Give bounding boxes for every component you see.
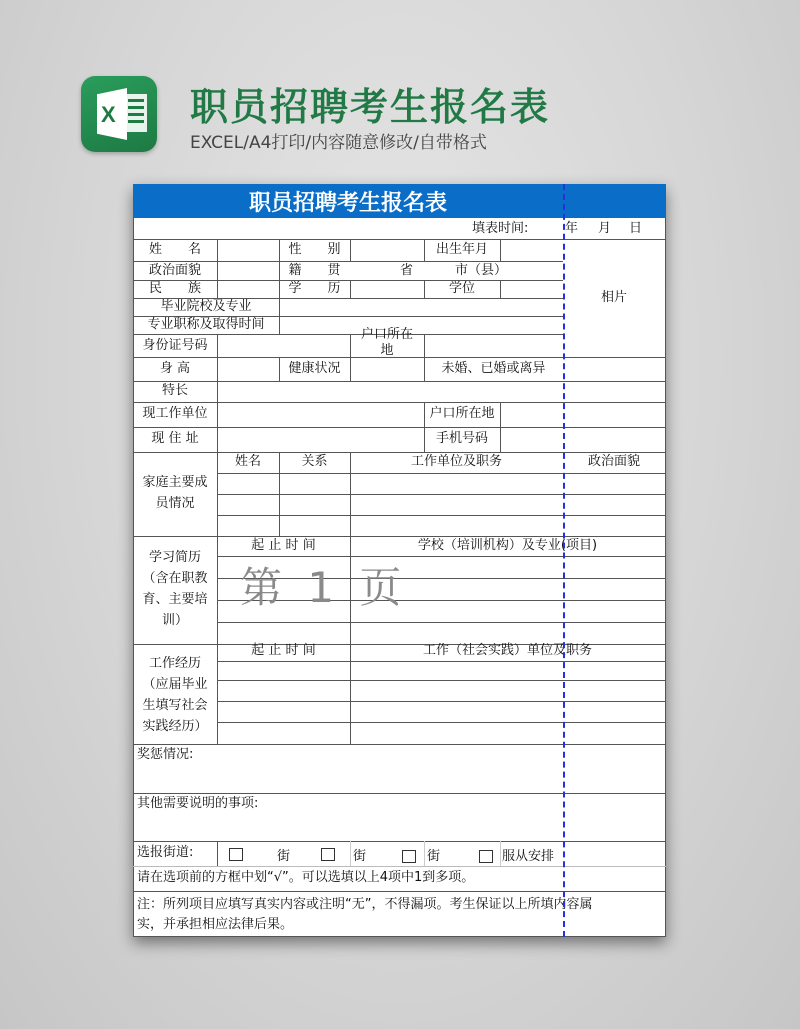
family-row-1[interactable] — [218, 474, 665, 494]
street-option-4-label: 服从安排 — [502, 849, 555, 864]
health-field[interactable] — [351, 358, 424, 381]
family-col-name: 姓名 — [234, 454, 261, 469]
label-title-time: 专业职称及取得时间 — [147, 317, 265, 332]
other-field[interactable] — [134, 814, 665, 841]
rewards-label: 奖惩情况: — [137, 747, 194, 762]
label-political: 政治面貌 — [148, 263, 201, 278]
page-subtitle: EXCEL/A4打印/内容随意修改/自带格式 — [190, 133, 487, 153]
date-month-unit: 月 — [598, 221, 612, 236]
label-birth: 出生年月 — [435, 242, 488, 257]
study-section-label-1: 学习简历 — [148, 550, 201, 565]
family-col-work: 工作单位及职务 — [410, 454, 502, 469]
name-field[interactable] — [218, 240, 279, 261]
work-unit-field[interactable] — [218, 403, 424, 427]
work-row-2[interactable] — [218, 681, 665, 701]
family-section-label-1: 家庭主要成 — [142, 475, 208, 490]
mobile-field[interactable] — [501, 428, 563, 452]
ethnicity-field[interactable] — [218, 281, 279, 298]
work-col-period: 起 止 时 间 — [251, 643, 316, 658]
label-id-number: 身份证号码 — [142, 338, 208, 353]
date-day-unit: 日 — [629, 221, 643, 236]
street-option-4-checkbox[interactable] — [479, 850, 493, 863]
street-label: 选报街道: — [137, 845, 194, 860]
note-line-1: 注：所列项目应填写真实内容或注明“无”，不得漏项。考生保证以上所填内容属 — [137, 897, 593, 912]
street-option-2-label: 街 — [353, 849, 367, 864]
page-break-line — [563, 184, 565, 937]
instruction-text: 请在选项前的方框中划“√”。可以选填以上4项中1到多项。 — [137, 870, 475, 885]
study-section-label-3: 育、主要培 — [142, 592, 208, 607]
street-option-1-checkbox[interactable] — [229, 848, 243, 861]
address-field[interactable] — [218, 428, 424, 452]
study-col-period: 起 止 时 间 — [251, 538, 316, 553]
degree-field[interactable] — [501, 281, 563, 298]
rewards-field[interactable] — [134, 765, 665, 793]
date-year-unit: 年 — [565, 221, 579, 236]
hukou-field-1[interactable] — [425, 335, 563, 357]
fill-time-label: 填表时间: — [472, 221, 529, 236]
hukou-field-2[interactable] — [501, 403, 563, 427]
street-option-1-label: 街 — [277, 849, 291, 864]
work-row-1[interactable] — [218, 662, 665, 680]
label-degree: 学位 — [448, 281, 475, 296]
birth-field[interactable] — [501, 240, 563, 261]
work-section-label-3: 生填写社会 — [142, 698, 208, 713]
street-option-3-label: 街 — [427, 849, 441, 864]
gender-field[interactable] — [351, 240, 424, 261]
excel-icon: X — [81, 76, 157, 152]
height-field[interactable] — [218, 358, 279, 381]
family-col-political: 政治面貌 — [587, 454, 640, 469]
photo-label: 相片 — [600, 290, 627, 305]
work-row-3[interactable] — [218, 702, 665, 722]
id-number-field[interactable] — [218, 335, 350, 357]
study-section-label-2: （含在职教 — [142, 571, 208, 586]
family-section-label-2: 员情况 — [155, 496, 195, 511]
family-row-2[interactable] — [218, 495, 665, 515]
photo-field[interactable] — [565, 240, 665, 357]
label-native: 籍 贯 — [288, 263, 341, 278]
work-section-label-4: 实践经历） — [142, 719, 208, 734]
city-label: 市（县） — [455, 263, 508, 278]
label-address: 现 住 址 — [151, 431, 199, 446]
form-title: 职员招聘考生报名表 — [248, 191, 447, 216]
label-hukou: 户口所在地 — [429, 406, 495, 421]
page-number-watermark: 第 1 页 — [240, 563, 408, 612]
education-field[interactable] — [351, 281, 424, 298]
label-education: 学 历 — [288, 281, 341, 296]
label-work-unit: 现工作单位 — [142, 406, 208, 421]
street-option-3-checkbox[interactable] — [402, 850, 416, 863]
work-col-unit: 工作（社会实践）单位及职务 — [422, 643, 592, 658]
label-health: 健康状况 — [288, 361, 341, 376]
family-col-relation: 关系 — [301, 454, 328, 469]
street-option-2-checkbox[interactable] — [321, 848, 335, 861]
study-section-label-4: 训） — [161, 613, 188, 628]
other-label: 其他需要说明的事项: — [137, 796, 259, 811]
page-title: 职员招聘考生报名表 — [190, 85, 551, 129]
label-name: 姓 名 — [148, 242, 201, 257]
school-major-field[interactable] — [280, 299, 563, 316]
label-ethnicity: 民 族 — [148, 281, 201, 296]
label-gender: 性 别 — [288, 242, 341, 257]
work-row-4[interactable] — [218, 723, 665, 744]
work-section-label-1: 工作经历 — [148, 656, 201, 671]
hukou-label-top: 户口所在 — [360, 327, 413, 342]
label-school-major: 毕业院校及专业 — [160, 299, 252, 314]
political-field[interactable] — [218, 262, 279, 280]
note-line-2: 实，并承担相应法律后果。 — [137, 917, 294, 932]
label-specialty: 特长 — [161, 383, 188, 398]
hukou-label-bottom: 地 — [380, 343, 394, 357]
work-section-label-2: （应届毕业 — [142, 677, 208, 692]
specialty-field[interactable] — [218, 382, 563, 402]
province-label: 省 — [400, 263, 414, 278]
study-col-school: 学校（培训机构）及专业(项目) — [417, 538, 598, 553]
label-hukou-wrapped — [350, 327, 424, 357]
label-marital: 未婚、已婚或离异 — [441, 361, 546, 376]
family-row-3[interactable] — [218, 516, 665, 536]
label-height: 身 高 — [159, 361, 191, 376]
label-mobile: 手机号码 — [435, 431, 488, 446]
